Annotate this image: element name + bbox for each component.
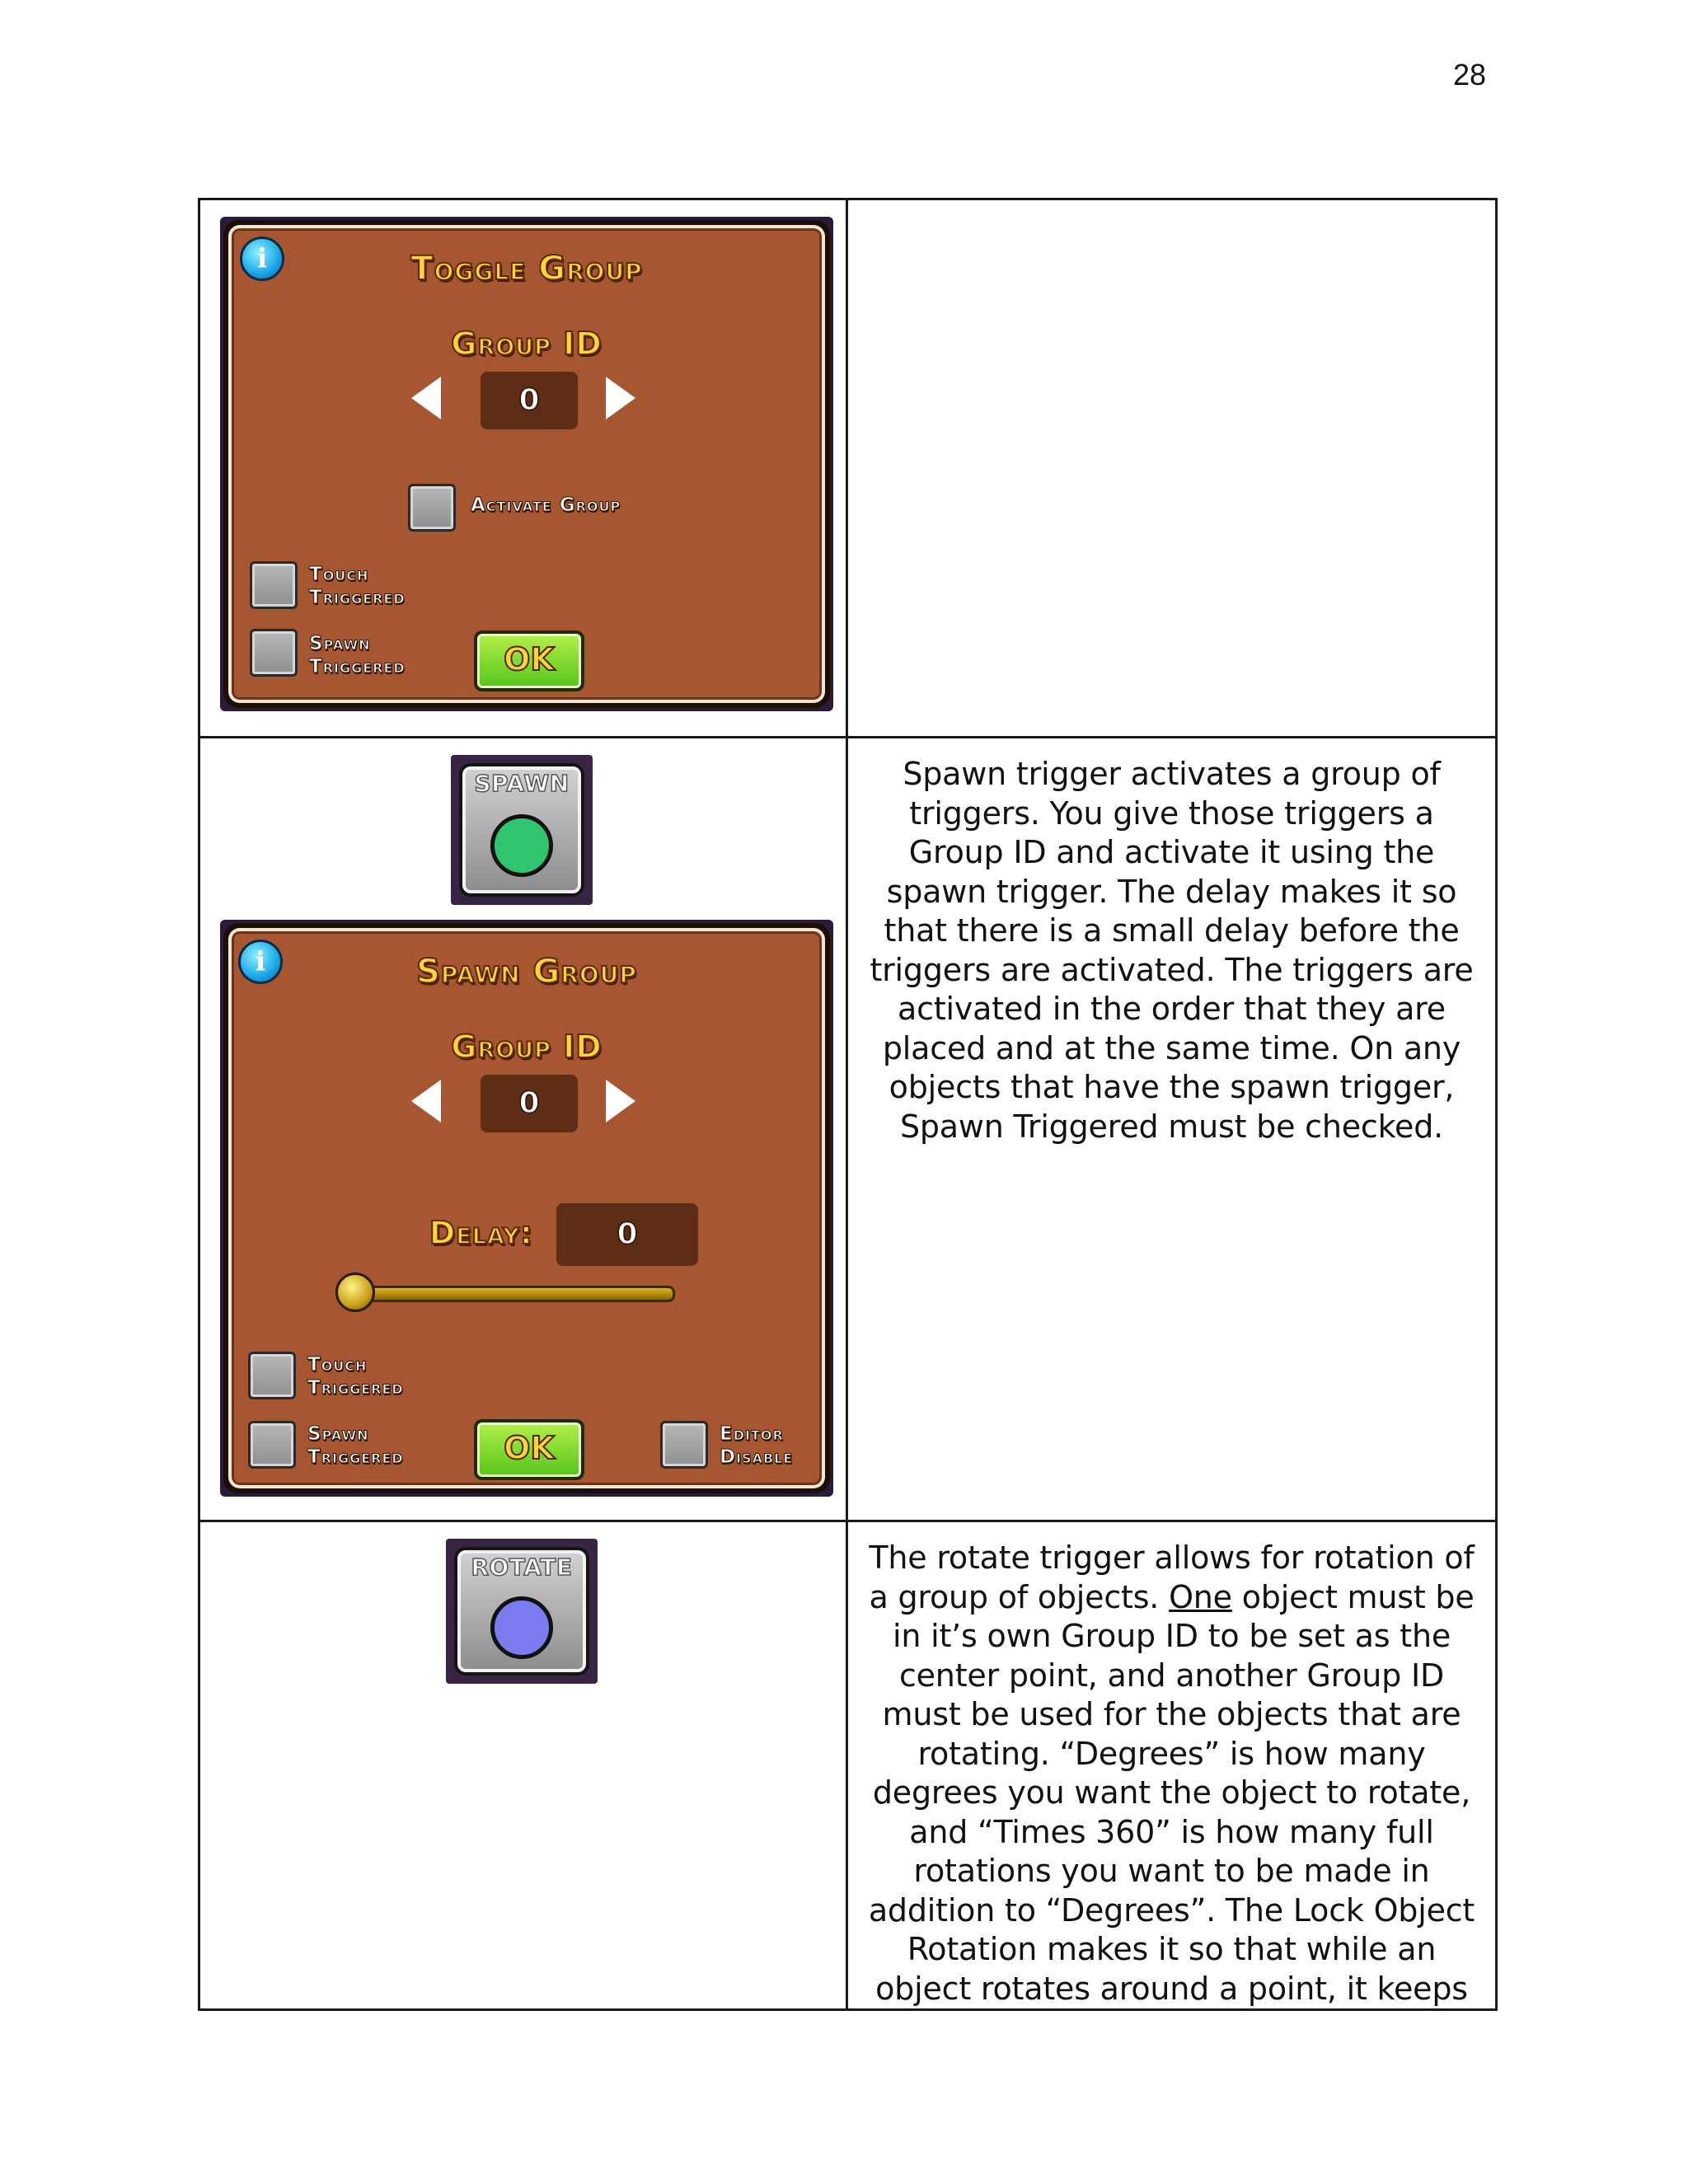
group-id-label: Group ID [451, 1029, 603, 1065]
table-row [199, 738, 1497, 1521]
rotate-description [848, 1522, 1495, 2008]
ok-button[interactable]: OK [474, 1419, 584, 1480]
toggle-group-panel [220, 217, 833, 711]
trigger-table [198, 198, 1498, 2011]
blue-circle-icon [490, 1596, 553, 1659]
rotate-icon-label: ROTATE [471, 1554, 573, 1581]
group-id-value[interactable]: 0 [481, 1075, 578, 1132]
page-number: 28 [1452, 58, 1486, 91]
table-row [199, 1521, 1497, 2010]
activate-group-label: Activate Group [471, 494, 621, 516]
delay-slider-knob[interactable] [335, 1272, 375, 1312]
table-cell-spawn-images [199, 738, 847, 1521]
delay-slider[interactable] [349, 1286, 675, 1302]
touch-triggered-checkbox[interactable] [248, 1352, 296, 1399]
touch-triggered-label: Touch Triggered [309, 564, 406, 608]
table-cell-spawn-description [847, 738, 1497, 1521]
rotate-trigger-icon [446, 1539, 598, 1684]
table-cell-empty [847, 199, 1497, 738]
spawn-triggered-checkbox[interactable] [248, 1421, 296, 1469]
editor-disable-checkbox[interactable] [660, 1421, 708, 1469]
touch-triggered-label: Touch Triggered [307, 1354, 404, 1399]
spawn-group-panel [220, 920, 833, 1497]
table-cell-rotate-image [199, 1521, 847, 2010]
spawn-description: Spawn trigger activates a group of triggers. You give those triggers a Group ID and activate it using the spawn trigger. The delay makes it so that there is a small delay before the triggers are activated. The triggers are activated in the order that they are placed and at the same time. On any objects that have the spawn trigger, Spawn Triggered must be checked. [870, 756, 1474, 1145]
arrow-right-icon[interactable] [606, 1080, 635, 1122]
info-icon[interactable]: i [240, 237, 284, 281]
spawn-trigger-icon [451, 755, 593, 905]
rotate-description-part1: The rotate trigger allows for rotation of a group of objects. [869, 1540, 1475, 1615]
table-cell-rotate-description [847, 1521, 1497, 2010]
spawn-triggered-label: Spawn Triggered [307, 1423, 404, 1468]
table-cell-toggle-image [199, 199, 847, 738]
ok-button[interactable]: OK [474, 630, 584, 691]
spawn-icon-label: SPAWN [474, 770, 570, 797]
green-circle-icon [490, 814, 553, 877]
panel-title: Toggle Group [410, 250, 643, 288]
delay-value[interactable]: 0 [556, 1203, 698, 1266]
activate-group-checkbox[interactable] [408, 484, 456, 532]
rotate-description-part2: object must be in it’s own Group ID to be set as the center point, and another Group ID must be used for the objects that are rotating. “Degrees” is how many degrees you want the object to rotate, and “Times 360” is how many full rotations you want to be made in addition to “Degrees”. The Lock Object Rotation makes it so that while an object rotates around a point, it keeps [868, 1578, 1475, 2007]
spawn-triggered-checkbox[interactable] [250, 629, 298, 677]
arrow-right-icon[interactable] [606, 377, 635, 419]
delay-label: Delay: [429, 1215, 533, 1251]
info-icon[interactable]: i [238, 940, 283, 984]
panel-title: Spawn Group [416, 953, 637, 991]
arrow-left-icon[interactable] [411, 377, 441, 419]
arrow-left-icon[interactable] [411, 1080, 441, 1122]
group-id-label: Group ID [451, 326, 603, 362]
table-row [199, 199, 1497, 738]
spawn-triggered-label: Spawn Triggered [309, 633, 406, 677]
group-id-value[interactable]: 0 [481, 372, 578, 429]
editor-disable-label: Editor Disable [720, 1423, 794, 1468]
touch-triggered-checkbox[interactable] [250, 561, 298, 609]
rotate-description-underlined: One [1169, 1578, 1232, 1615]
